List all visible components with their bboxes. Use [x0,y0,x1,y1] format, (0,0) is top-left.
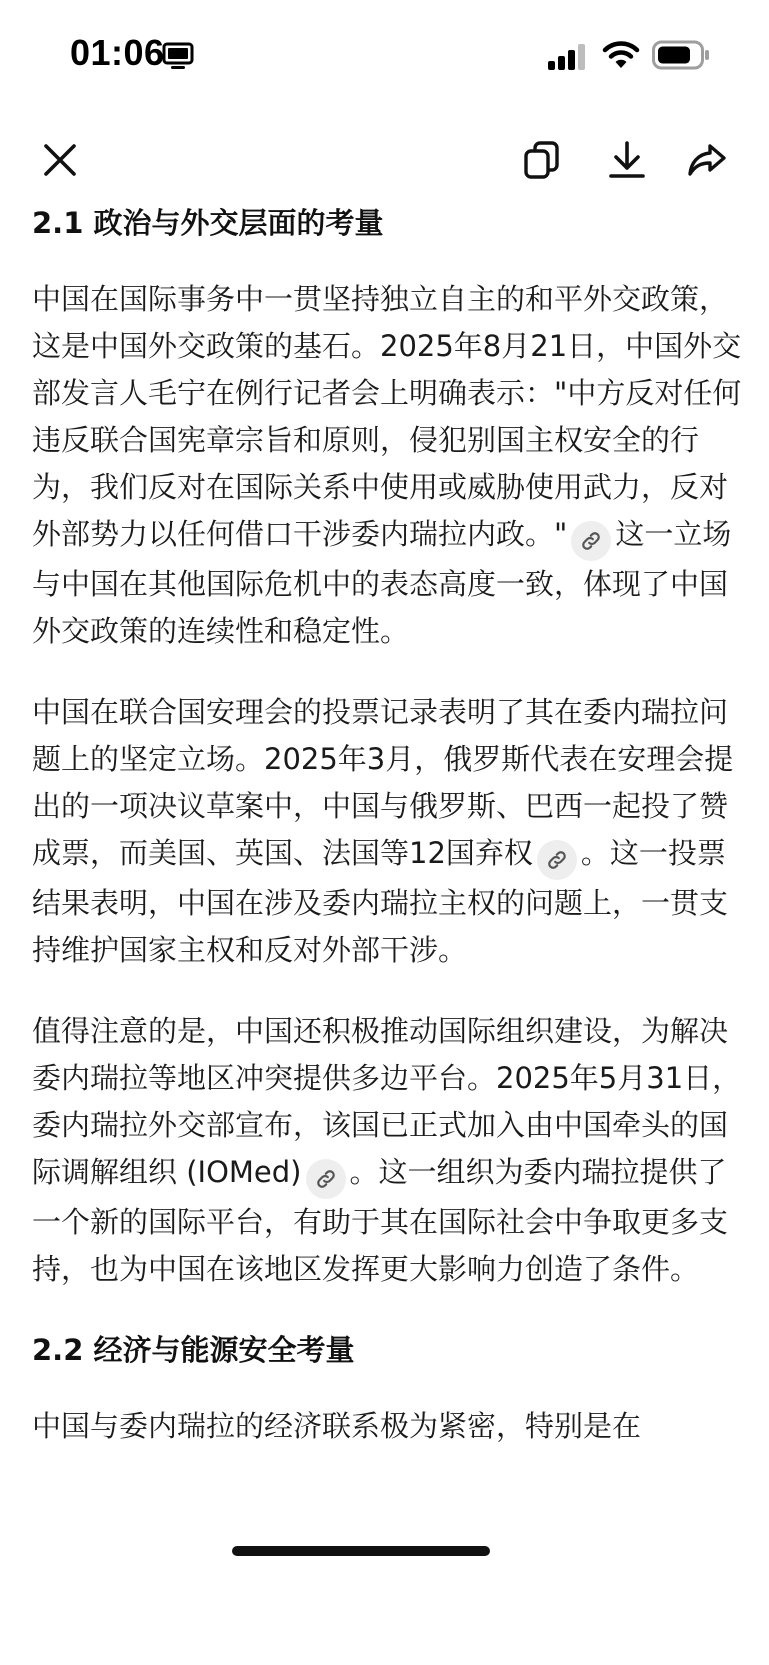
signal-icon [548,44,588,70]
section-heading-2-2: 2.2 经济与能源安全考量 [32,1333,355,1367]
paragraph-text: 中国在国际事务中一贯坚持独立自主的和平外交政策，这是中国外交政策的基石。2025年8月21日，中国外交部发言人毛宁在例行记者会上明确表示："中方反对任何违反联合国宪章宗旨和原则，侵犯别国主权安全的行为，我们反对在国际关系中使用或威胁使用武力，反对外部势力以任何借口干涉委内瑞拉内政。" [32,282,742,551]
paragraph-1 [32,276,744,655]
article-content [32,200,744,1450]
close-button[interactable] [28,128,92,192]
battery-icon [652,40,710,70]
download-icon [607,139,647,181]
wifi-icon [602,40,640,70]
home-indicator[interactable] [232,1546,490,1556]
status-time: 01:06 [70,32,165,73]
paragraph-4 [32,1403,744,1450]
copy-icon [522,139,562,181]
citation-link-3[interactable] [306,1159,346,1199]
paragraph-3 [32,1008,744,1293]
citation-link-1[interactable] [571,521,611,561]
share-icon [686,140,728,180]
monitor-icon [162,42,194,70]
paragraph-2 [32,689,744,974]
section-heading-2-1: 2.1 政治与外交层面的考量 [32,206,384,240]
link-icon [315,1168,337,1190]
paragraph-text: 中国在联合国安理会的投票记录表明了其在委内瑞拉问题上的坚定立场。2025年3月，俄罗斯代表在安理会提出的一项决议草案中，中国与俄罗斯、巴西一起投了赞成票，而美国、英国、法国等12国弃权 [32,695,734,870]
close-icon [40,140,80,180]
paragraph-text: 值得注意的是，中国还积极推动国际组织建设，为解决委内瑞拉等地区冲突提供多边平台。2025年5月31日，委内瑞拉外交部宣布，该国已正式加入由中国牵头的国际调解组织 (IOMed) [32,1014,742,1189]
link-icon [546,849,568,871]
link-icon [580,530,602,552]
share-button[interactable] [675,128,739,192]
paragraph-text: 中国与委内瑞拉的经济联系极为紧密，特别是在 [32,1409,642,1443]
paragraph-text: 。这一组织为委内瑞拉提供了一个新的国际平台，有助于其在国际社会中争取更多支持，也为中国在该地区发挥更大影响力创造了条件。 [32,1155,729,1286]
citation-link-2[interactable] [537,840,577,880]
paragraph-text: 。这一投票结果表明，中国在涉及委内瑞拉主权的问题上，一贯支持维护国家主权和反对外部干涉。 [32,836,729,967]
download-button[interactable] [595,128,659,192]
toolbar [0,120,769,200]
paragraph-text: 这一立场与中国在其他国际危机中的表态高度一致，体现了中国外交政策的连续性和稳定性。 [32,517,732,648]
status-bar [0,0,769,110]
copy-button[interactable] [510,128,574,192]
